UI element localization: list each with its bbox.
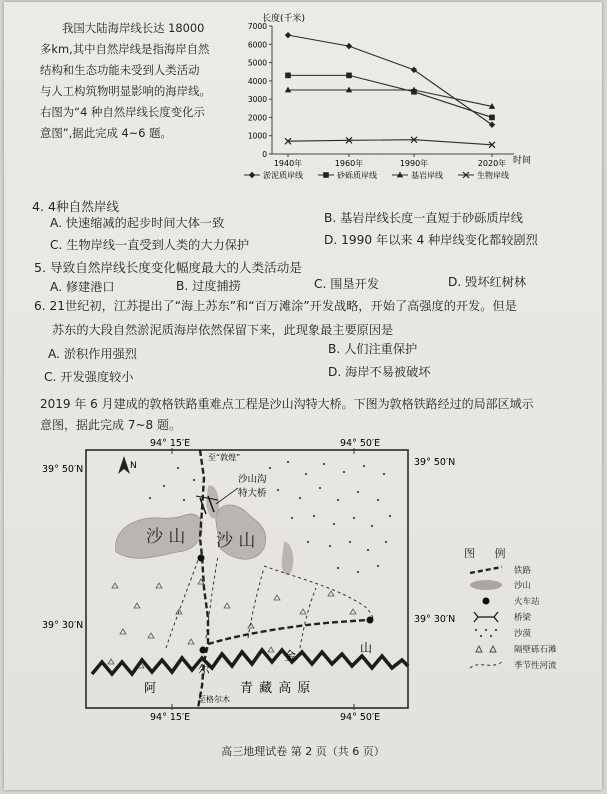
legend-gobi-icon	[466, 642, 506, 656]
legend-seasonal-river-icon	[466, 658, 506, 672]
legend-railway: 铁路	[514, 566, 532, 576]
lat-bottom-left: 39° 30′N	[42, 620, 84, 631]
map-intro	[40, 394, 590, 436]
intro-line: 右图为“4 种自然岸线长度变化示	[40, 105, 205, 119]
shashan-label-2: 沙 山	[216, 531, 256, 551]
lon-bottom-left: 94° 15′E	[150, 712, 191, 723]
y-tick-label: 3000	[247, 95, 267, 105]
q6-option-b: B. 人们注重保护	[328, 342, 418, 356]
x-tick-label: 1990年	[399, 159, 429, 168]
y-tick-label: 7000	[247, 22, 267, 31]
exam-page	[4, 2, 602, 790]
train-station-icon	[200, 647, 207, 654]
series-line-3	[288, 140, 492, 145]
altun-label-3: 金	[284, 649, 297, 663]
intro-line: 我国大陆海岸线长达 18000	[62, 21, 205, 35]
lat-top-right: 39° 50′N	[414, 457, 456, 468]
lat-bottom-right: 39° 30′N	[414, 614, 456, 625]
to-golmud-label: 至格尔木	[198, 695, 230, 704]
question-4-stem: 4. 4种自然岸线	[32, 199, 120, 214]
series-line-0	[288, 35, 492, 125]
y-tick-label: 2000	[247, 113, 267, 123]
legend-desert-icon	[466, 626, 506, 640]
lon-top-right: 94° 50′E	[340, 438, 381, 449]
question-5-stem: 5. 导致自然岸线长度变化幅度最大的人类活动是	[34, 260, 302, 275]
x-tick-label: 2020年	[477, 159, 507, 168]
shashan-label-1: 沙 山	[146, 527, 186, 547]
map-intro-line: 2019 年 6 月建成的敦格铁路重难点工程是沙山沟特大桥。下图为敦格铁路经过的局部区域示	[40, 397, 534, 411]
sand-dune-small	[282, 542, 294, 575]
legend-title: 图 例	[464, 547, 514, 560]
legend-marker-1	[323, 172, 329, 178]
map-intro-line: 意图，据此完成 7~8 题。	[40, 418, 181, 432]
coastline-length-chart	[226, 8, 538, 186]
data-point-0-0	[285, 32, 291, 38]
sand-dune-north	[206, 485, 219, 518]
series-line-2	[288, 90, 492, 106]
chart-xlabel: 时间	[513, 156, 532, 166]
data-point-1-1	[346, 73, 352, 79]
y-tick-label: 4000	[247, 76, 267, 86]
legend-station-icon	[466, 594, 506, 608]
q5-option-c: C. 围垦开发	[314, 277, 380, 291]
intro-paragraph	[40, 18, 240, 144]
intro-line: 与人工构筑物明显影响的海岸线。	[40, 84, 211, 98]
legend-gobi: 隔壁砾石滩	[514, 645, 557, 655]
legend-bridge-icon	[466, 610, 506, 624]
question-6-stem-cont: 苏东的大段自然淤泥质海岸依然保留下来，此现象最主要原因是	[52, 323, 394, 337]
chart-ylabel: 长度(千米)	[262, 14, 306, 24]
data-point-1-0	[285, 73, 291, 79]
series-line-1	[288, 75, 492, 117]
data-point-0-1	[346, 43, 352, 49]
legend-label-2: 基岩岸线	[411, 171, 443, 180]
y-tick-label: 6000	[247, 40, 267, 50]
altun-label-2: 尔	[198, 663, 211, 677]
lat-top-left: 39° 50′N	[42, 464, 84, 475]
north-arrow-icon	[118, 456, 137, 474]
intro-line: 多km,其中自然岸线是指海岸自然	[40, 42, 210, 56]
plateau-label: 青 藏 高 原	[240, 681, 312, 696]
y-tick-label: 1000	[247, 131, 267, 141]
legend-marker-0	[249, 172, 255, 178]
region-map	[38, 438, 458, 728]
bridge-label-1: 沙山沟	[238, 474, 267, 485]
q5-option-b: B. 过度捕捞	[176, 279, 241, 293]
bridge-leader	[216, 488, 238, 504]
x-tick-label: 1940年	[273, 159, 303, 168]
legend-label-3: 生物岸线	[477, 171, 509, 180]
legend-station: 火车站	[514, 597, 540, 607]
altun-label-4: 山	[360, 641, 373, 655]
page-footer: 高三地理试卷 第 2 页（共 6 页）	[221, 745, 385, 758]
data-point-1-3	[489, 115, 495, 121]
q4-option-d: D. 1990 年以来 4 种岸线变化都较剧烈	[324, 233, 538, 247]
train-station-icon	[198, 555, 205, 562]
railway-line	[198, 450, 373, 708]
bridge-label-2: 特大桥	[238, 488, 267, 499]
intro-line: 意图”,据此完成 4~6 题。	[40, 126, 172, 140]
legend-sand-dune-icon	[466, 578, 506, 592]
to-dunhuang-label: 至“敦煌”	[208, 453, 241, 462]
lon-bottom-right: 94° 50′E	[340, 712, 381, 723]
q6-option-c: C. 开发强度较小	[44, 370, 134, 384]
y-tick-label: 0	[262, 150, 267, 159]
legend-desert: 沙漠	[514, 629, 532, 639]
intro-line: 结构和生态功能未受到人类活动	[40, 63, 200, 77]
q6-option-d: D. 海岸不易被破坏	[328, 365, 431, 379]
north-label: N	[130, 461, 137, 471]
seasonal-rivers	[166, 556, 374, 648]
q5-option-a: A. 修建港口	[50, 280, 115, 294]
y-tick-label: 5000	[247, 58, 267, 68]
legend-seasonal-river: 季节性河流	[514, 661, 557, 671]
lon-top-left: 94° 15′E	[150, 438, 191, 449]
legend-label-1: 砂砾质岸线	[337, 171, 377, 180]
legend-railway-icon	[466, 563, 506, 577]
question-6-stem: 6. 21世纪初，江苏提出了“海上苏东”和“百万滩涂”开发战略，开始了高强度的开发。但是	[34, 299, 517, 313]
altun-label-1: 阿	[144, 681, 157, 695]
legend-label-0: 淤泥质岸线	[263, 171, 303, 180]
q6-option-a: A. 淤积作用强烈	[48, 347, 137, 361]
q4-option-c: C. 生物岸线一直受到人类的大力保护	[50, 238, 250, 252]
legend-sand-dune: 沙山	[514, 581, 532, 591]
q4-option-b: B. 基岩岸线长度一直短于砂砾质岸线	[324, 211, 523, 225]
x-tick-label: 1960年	[334, 159, 364, 168]
q5-option-d: D. 毁坏红树林	[448, 275, 527, 289]
legend-bridge: 桥梁	[514, 613, 532, 623]
q4-option-a: A. 快速缩减的起步时间大体一致	[50, 216, 225, 230]
train-station-icon	[367, 617, 374, 624]
